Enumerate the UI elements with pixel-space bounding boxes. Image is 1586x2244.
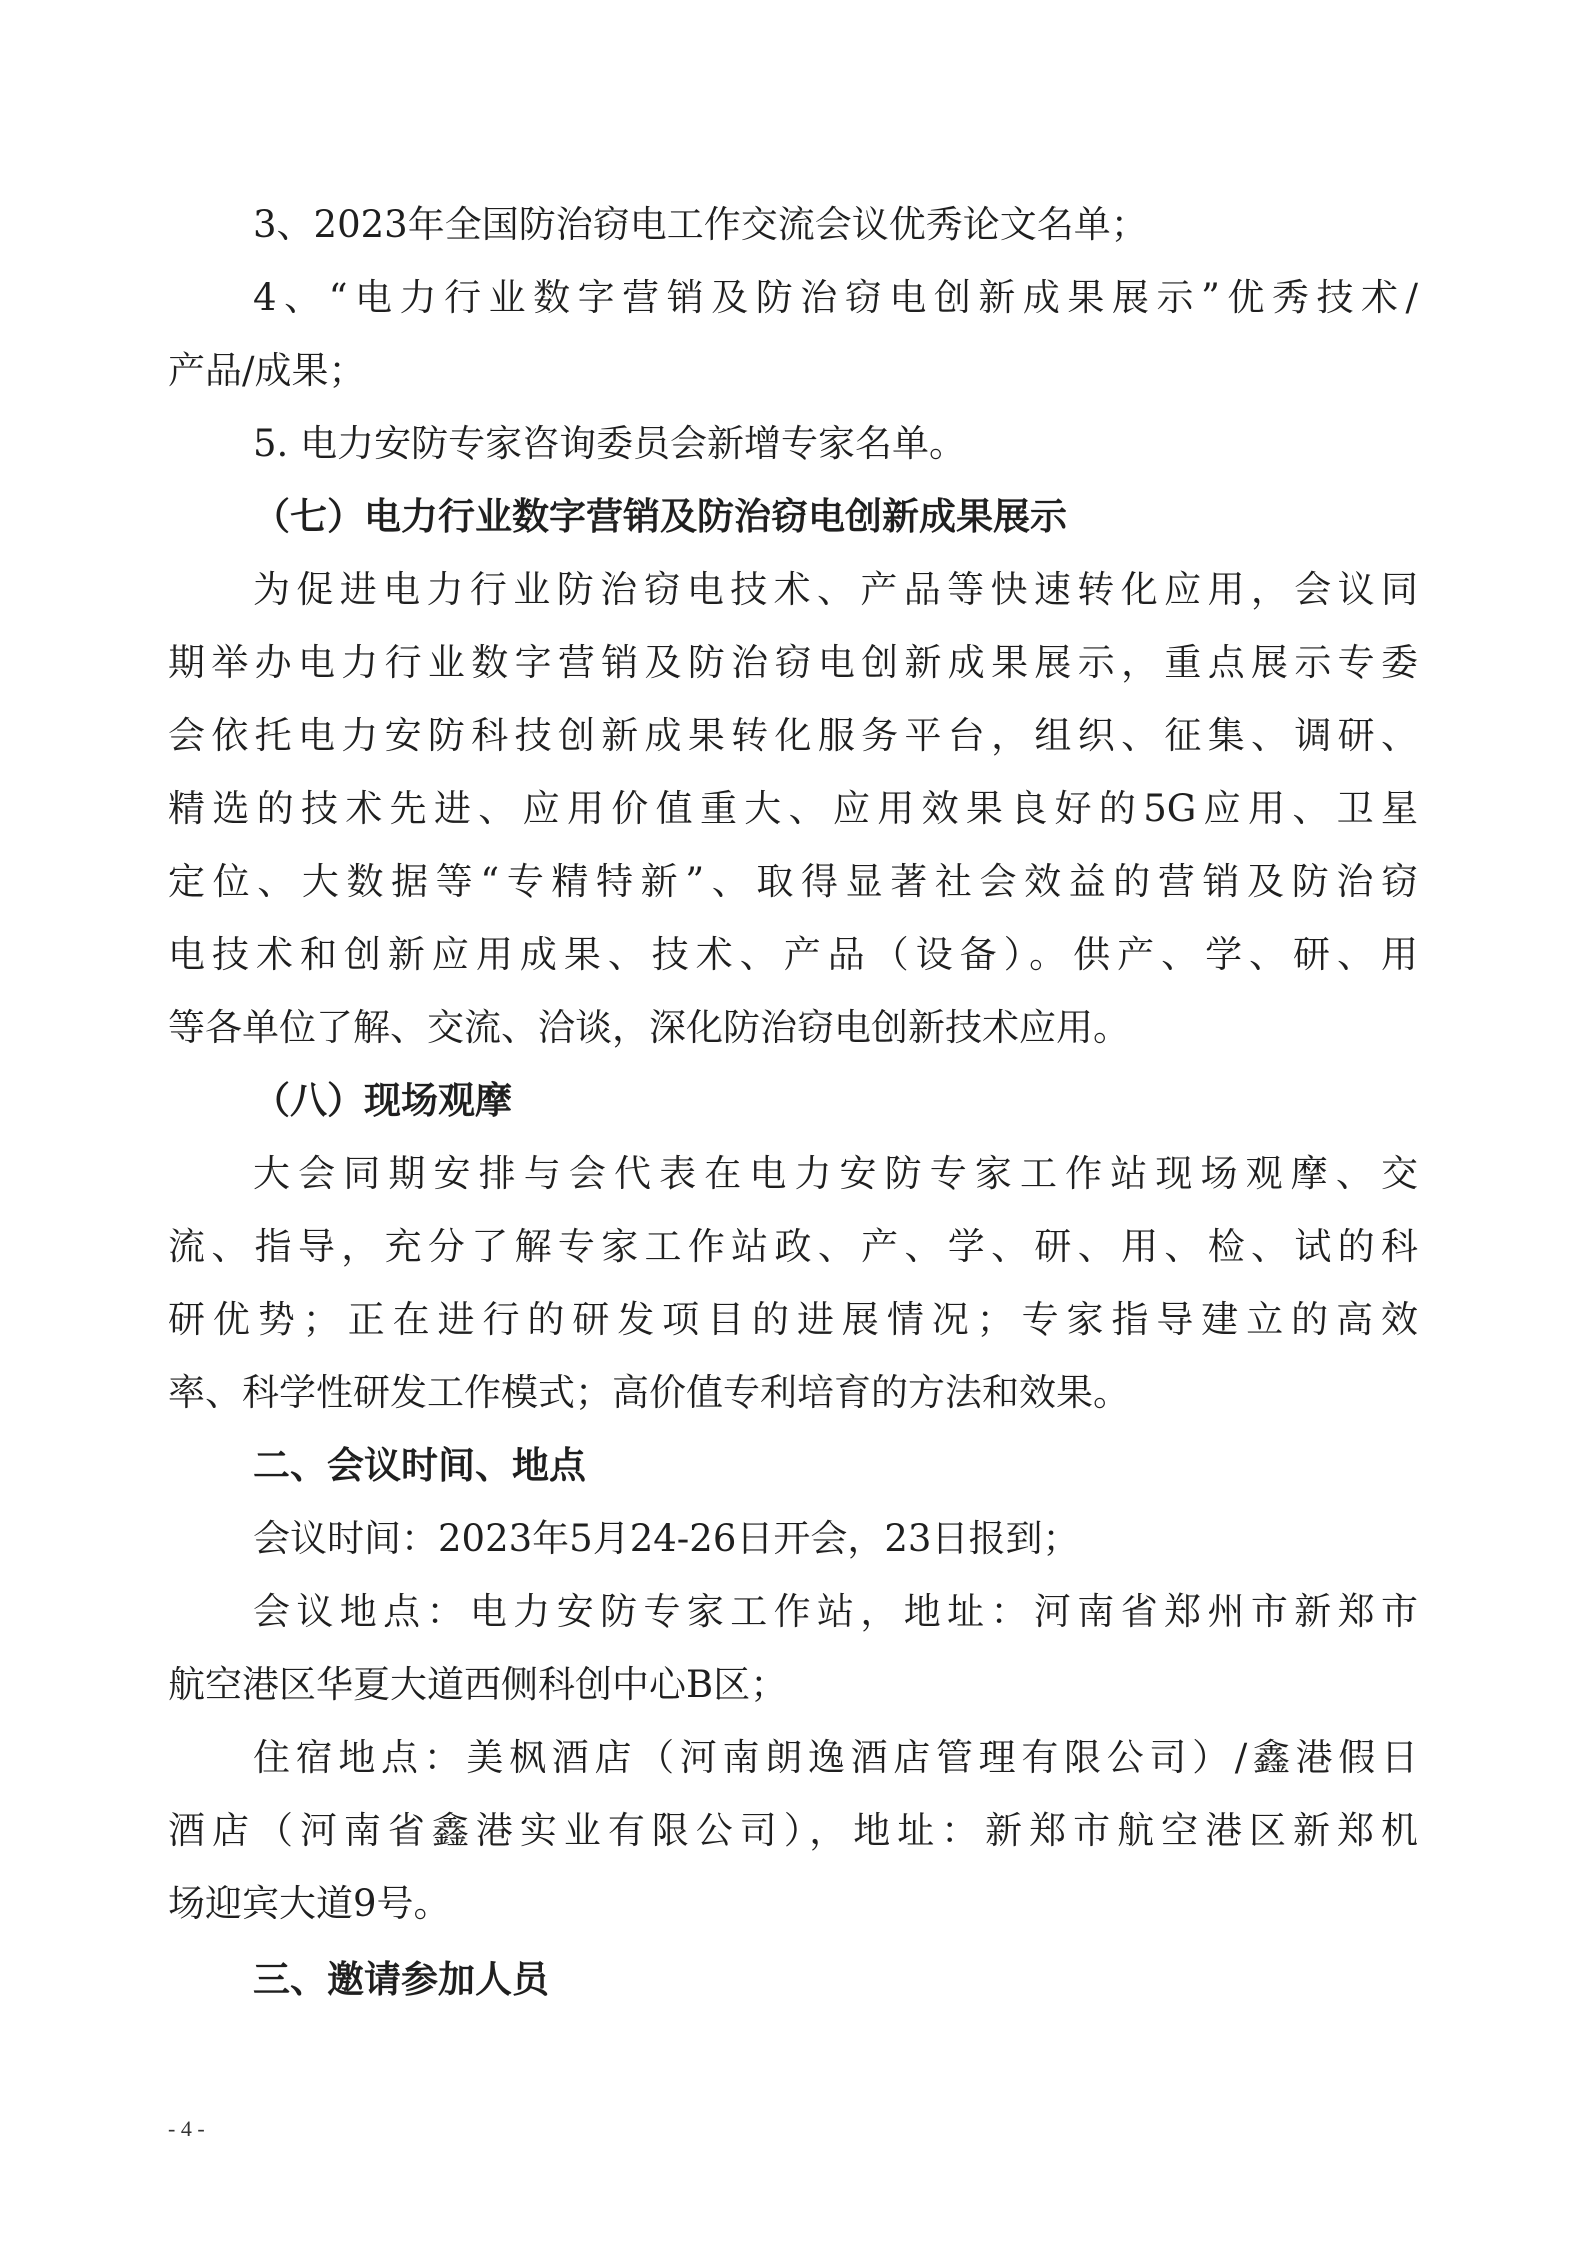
section-heading-7: （七）电力行业数字营销及防治窃电创新成果展示 (253, 495, 1067, 538)
list-item-4: 4、“电力行业数字营销及防治窃电创新成果展示”优秀技术/ (253, 276, 1418, 319)
paragraph-line: 精选的技术先进、应用价值重大、应用效果良好的5G应用、卫星 (168, 787, 1418, 830)
paragraph-line: 流、指导，充分了解专家工作站政、产、学、研、用、检、试的科 (168, 1225, 1418, 1268)
meeting-location-cont: 航空港区华夏大道西侧科创中心B区； (168, 1663, 788, 1706)
paragraph-line: 期举办电力行业数字营销及防治窃电创新成果展示，重点展示专委 (168, 641, 1418, 684)
paragraph-line: 等各单位了解、交流、洽谈，深化防治窃电创新技术应用。 (168, 1006, 1130, 1049)
paragraph-line: 会依托电力安防科技创新成果转化服务平台，组织、征集、调研、 (168, 714, 1418, 757)
accommodation-cont: 场迎宾大道9号。 (168, 1882, 451, 1925)
meeting-time: 会议时间：2023年5月24-26日开会，23日报到； (253, 1517, 1080, 1560)
meeting-location: 会议地点：电力安防专家工作站，地址：河南省郑州市新郑市 (253, 1590, 1418, 1633)
paragraph-line: 率、科学性研发工作模式；高价值专利培育的方法和效果。 (168, 1371, 1130, 1414)
list-item-3: 3、2023年全国防治窃电工作交流会议优秀论文名单； (253, 203, 1148, 246)
paragraph-line: 研优势；正在进行的研发项目的进展情况；专家指导建立的高效 (168, 1298, 1418, 1341)
list-item-5: 5. 电力安防专家咨询委员会新增专家名单。 (253, 422, 967, 465)
accommodation-cont: 酒店（河南省鑫港实业有限公司），地址：新郑市航空港区新郑机 (168, 1809, 1418, 1852)
paragraph-line: 大会同期安排与会代表在电力安防专家工作站现场观摩、交 (253, 1152, 1418, 1195)
accommodation: 住宿地点：美枫酒店（河南朗逸酒店管理有限公司）/鑫港假日 (253, 1736, 1418, 1779)
paragraph-line: 定位、大数据等“专精特新”、取得显著社会效益的营销及防治窃 (168, 860, 1418, 903)
paragraph-line: 电技术和创新应用成果、技术、产品（设备）。供产、学、研、用 (168, 933, 1418, 976)
section-heading-8: （八）现场观摩 (253, 1079, 512, 1122)
paragraph-line: 为促进电力行业防治窃电技术、产品等快速转化应用，会议同 (253, 568, 1418, 611)
section-heading-2: 二、会议时间、地点 (253, 1444, 586, 1487)
page-number: - 4 - (168, 2116, 205, 2141)
section-heading-3: 三、邀请参加人员 (253, 1958, 549, 2001)
list-item-4-cont: 产品/成果； (168, 349, 366, 392)
